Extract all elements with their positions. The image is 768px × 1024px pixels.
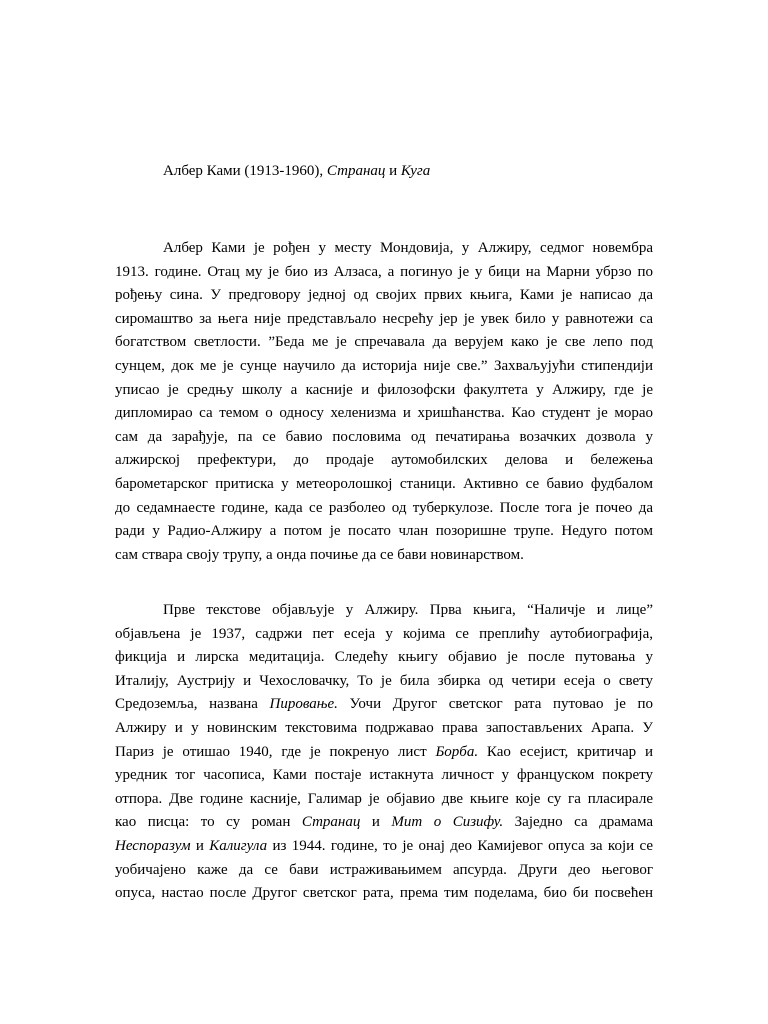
body-text: и (360, 814, 392, 831)
body-text: уобичајено каже да се бави истраживањимем апсурда. Други део његовог (115, 861, 653, 878)
body-text: сунцем, док ме је сунце научило да историја није све.” Захваљујући стипендији (115, 357, 653, 374)
italic-title-text: Неспоразум (115, 837, 191, 854)
text-line (115, 355, 653, 379)
text-line (115, 599, 653, 623)
text-line (115, 717, 653, 741)
text-line (115, 859, 653, 883)
italic-title-text: Пировање. (269, 696, 338, 713)
text-line (115, 623, 653, 647)
text-line (115, 473, 653, 497)
italic-title-text: Калигула (209, 837, 268, 854)
text-line (115, 520, 653, 544)
body-text: уписао је средњу школу а касније и филозофски факултета у Алжиру, где је (115, 381, 653, 398)
text-line (115, 741, 653, 765)
text-line (115, 788, 653, 812)
body-text: сиромаштво за њега није представљало несрећу јер је увек било у равнотежи са (115, 310, 653, 327)
body-text: Париз је отишао 1940, где је покренуо лист (115, 743, 436, 760)
body-text: сам ствара своју трупу, а онда почиње да се бави новинарством. (115, 546, 524, 563)
body-text: опуса, настао после Другог светског рата, према тим поделама, био би посвећен (115, 885, 653, 902)
body-text: као писца: то су роман (115, 814, 302, 831)
body-text: Алжиру и у новинским текстовима подржавао права запостављених Арапа. У (115, 719, 653, 736)
text-line (115, 284, 653, 308)
body-text: ради у Радио-Алжиру а потом је посато члан позоришне трупе. Недуго потом (115, 523, 653, 540)
body-text: уредник тог часописа, Ками постаје истакнута личност у француском покрету (115, 767, 653, 784)
title-work-stranac: Странац (326, 163, 386, 179)
paragraph-biography (115, 237, 653, 567)
text-line (115, 811, 653, 835)
text-line (115, 402, 653, 426)
title-work-kuga: Куга (400, 163, 431, 179)
body-text: Средоземља, названа (115, 696, 270, 713)
text-line (115, 544, 653, 568)
body-text: отпора. Две године касније, Галимар је објавио две књиге које су га пласирале (115, 790, 653, 807)
body-text: Заједно са драмама (503, 814, 653, 831)
italic-title-text: Борба. (435, 743, 479, 760)
body-text: барометарског притиска у метеоролошкој станици. Активно се бавио фудбалом (115, 475, 653, 492)
text-line (115, 261, 653, 285)
text-line (115, 882, 653, 906)
document-title (163, 162, 430, 180)
body-text: рођењу сина. У предговору једној од својих првих књига, Ками је написао да (115, 287, 653, 304)
text-line (115, 308, 653, 332)
body-text: Прве текстове објављује у Алжиру. Прва књига, “Наличје и лице” (163, 602, 653, 618)
paragraph-works (115, 599, 653, 906)
italic-title-text: Странац (301, 814, 361, 831)
body-text: Италију, Аустрију и Чехословачку, То је била збирка од четири есеја о свету (115, 672, 653, 689)
body-text: из 1944. године, то је онај део Камијевог опуса за који се (267, 837, 653, 854)
text-line (115, 693, 653, 717)
text-line (115, 670, 653, 694)
body-text: богатством светлости. ”Беда ме је спречавала да верујем како је све лепо под (115, 334, 653, 351)
body-text: Албер Ками је рођен у месту Мондовија, у Алжиру, седмог новембра (163, 240, 653, 256)
text-line (115, 764, 653, 788)
text-line (115, 449, 653, 473)
text-line (115, 646, 653, 670)
body-text: сам да зарађује, па се бавио пословима од печатирања возачких дозвола у (115, 428, 653, 445)
text-line (115, 237, 653, 261)
title-conjunction: и (385, 163, 401, 179)
text-line (115, 331, 653, 355)
text-line (115, 379, 653, 403)
body-text: алжирској префектури, до продаје аутомобилских делова и бележења (115, 452, 653, 469)
italic-title-text: Мит о Сизифу. (391, 814, 504, 831)
body-text: Уочи Другог светског рата путовао је по (337, 696, 653, 713)
body-text: до седамнаесте године, када се разболео од туберкулозе. После тога је почео да (115, 499, 653, 516)
text-line (115, 835, 653, 859)
body-text: фикција и лирска медитација. Следећу књигу објавио је после путовања у (115, 649, 653, 666)
text-line (115, 426, 653, 450)
text-line (115, 497, 653, 521)
title-author: Албер Ками (1913-1960), (163, 163, 327, 179)
body-text: објављена је 1937, садржи пет есеја у којима се преплићу аутобиографија, (115, 625, 653, 642)
body-text: Као есејист, критичар и (478, 743, 653, 760)
body-text: и (190, 837, 210, 854)
body-text: 1913. године. Отац му је био из Алзаса, а погинуо је у бици на Марни убрзо по (115, 263, 653, 280)
body-text: дипломирао са темом о односу хеленизма и хришћанства. Као студент је морао (115, 405, 653, 422)
